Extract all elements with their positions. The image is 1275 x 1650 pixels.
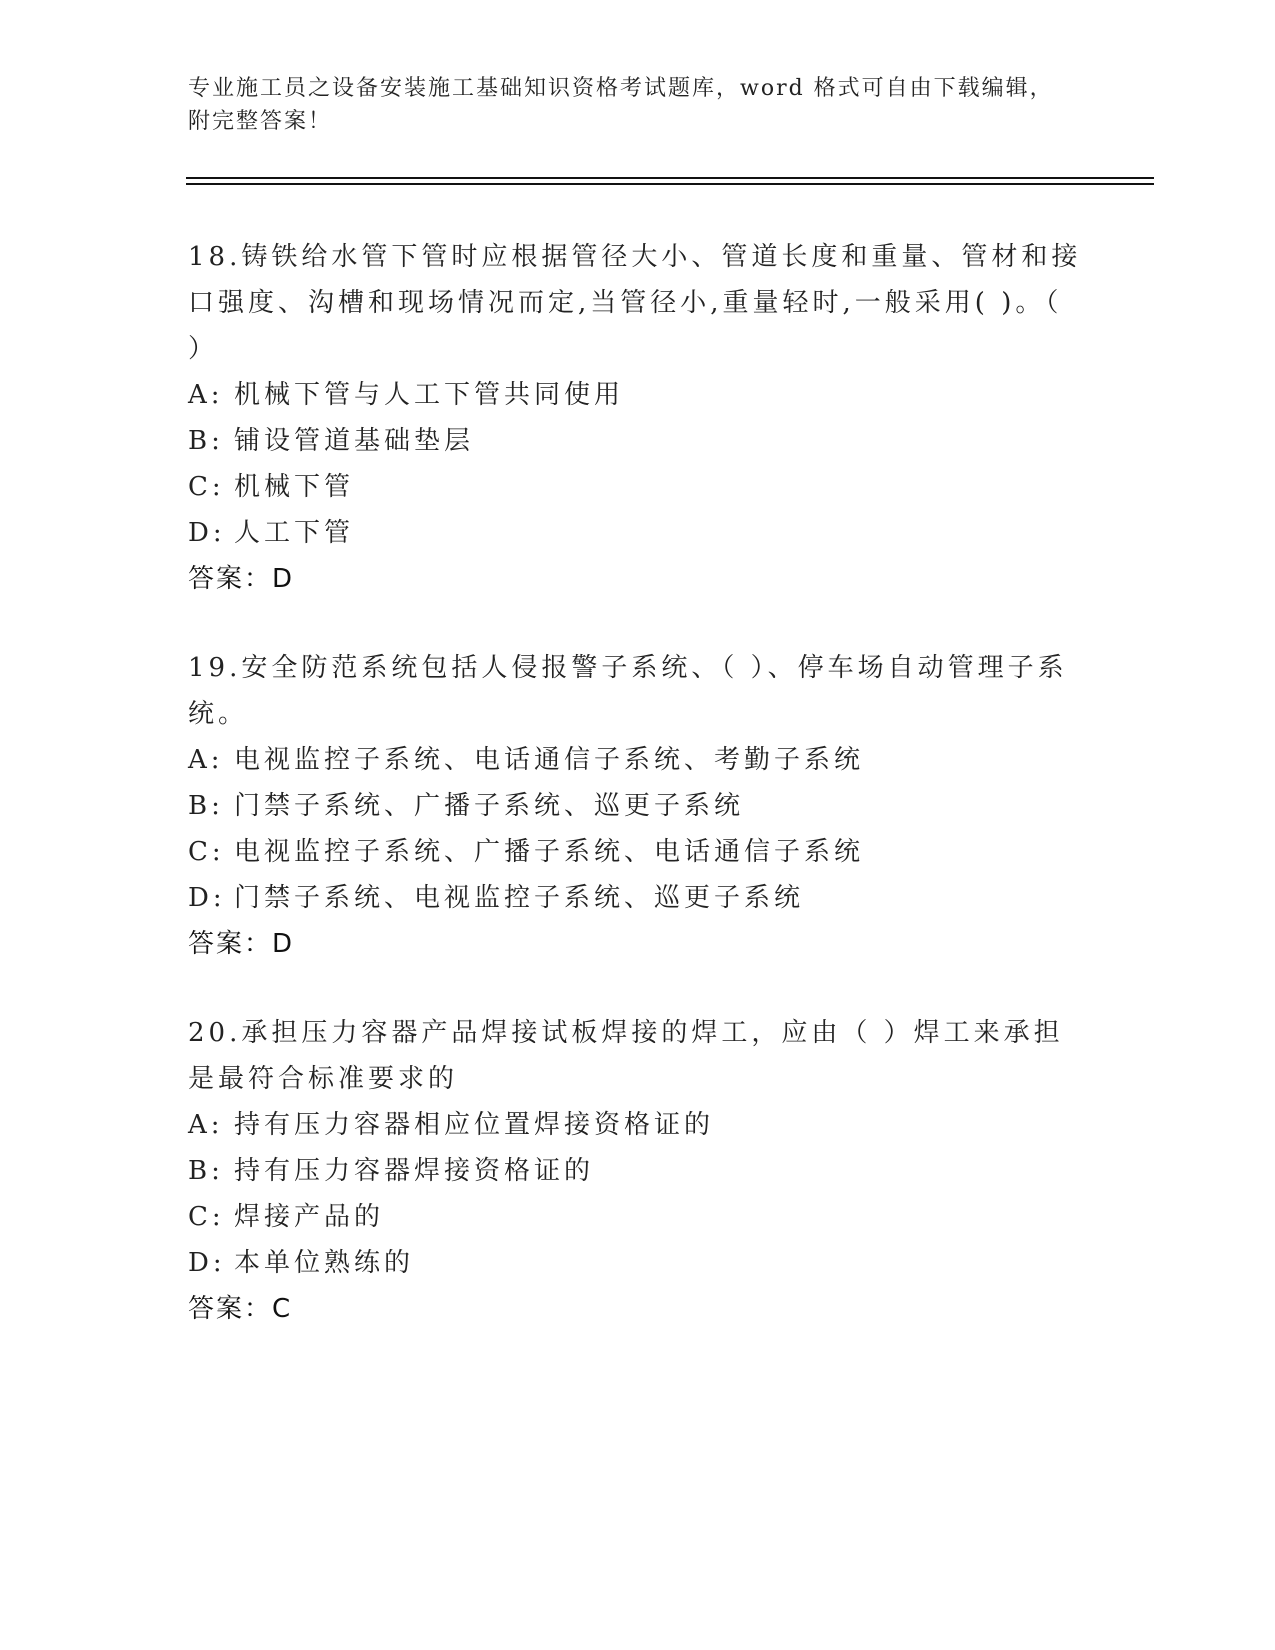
option-text: 门禁子系统、广播子系统、巡更子系统	[234, 791, 745, 821]
option-a	[188, 737, 1088, 783]
question-18	[188, 234, 1088, 602]
option-letter: D:	[188, 1248, 226, 1278]
option-letter: A:	[188, 380, 224, 410]
answer-line: 答案：C	[188, 1294, 293, 1324]
header-line-1: 专业施工员之设备安装施工基础知识资格考试题库，word 格式可自由下载编辑，	[188, 76, 1054, 101]
option-letter: A:	[188, 1110, 224, 1140]
option-c	[188, 464, 1088, 510]
option-text: 电视监控子系统、电话通信子系统、考勤子系统	[234, 745, 865, 775]
option-letter: C:	[188, 472, 225, 502]
option-text: 持有压力容器相应位置焊接资格证的	[234, 1110, 715, 1140]
document-header	[188, 72, 1088, 138]
option-text: 持有压力容器焊接资格证的	[234, 1156, 595, 1186]
option-letter: D:	[188, 518, 226, 548]
option-text: 电视监控子系统、广播子系统、电话通信子系统	[234, 837, 865, 867]
option-d	[188, 510, 1088, 556]
option-a	[188, 1102, 1088, 1148]
option-text: 机械下管与人工下管共同使用	[234, 380, 625, 410]
option-d	[188, 1240, 1088, 1286]
option-b	[188, 1148, 1088, 1194]
option-letter: B:	[188, 426, 224, 456]
option-text: 机械下管	[234, 472, 355, 502]
question-19	[188, 645, 1088, 967]
option-c	[188, 829, 1088, 875]
option-b	[188, 418, 1088, 464]
option-letter: A:	[188, 745, 224, 775]
question-20	[188, 1010, 1088, 1332]
header-divider-top	[186, 177, 1154, 179]
option-text: 本单位熟练的	[234, 1248, 415, 1278]
option-letter: C:	[188, 1202, 225, 1232]
option-letter: C:	[188, 837, 225, 867]
question-stem: 19.安全防范系统包括人侵报警子系统、（ ）、停车场自动管理子系统。	[188, 653, 1068, 729]
option-text: 铺设管道基础垫层	[234, 426, 475, 456]
header-divider-bottom	[186, 183, 1154, 185]
option-c	[188, 1194, 1088, 1240]
option-letter: B:	[188, 1156, 224, 1186]
option-letter: D:	[188, 883, 226, 913]
question-stem: 18.铸铁给水管下管时应根据管径大小、管道长度和重量、管材和接口强度、沟槽和现场情况而定,当管径小,重量轻时,一般采用( )。（ ）	[188, 242, 1082, 364]
option-a	[188, 372, 1088, 418]
option-text: 门禁子系统、电视监控子系统、巡更子系统	[234, 883, 805, 913]
answer-line: 答案：D	[188, 564, 295, 594]
option-text: 人工下管	[234, 518, 355, 548]
option-b	[188, 783, 1088, 829]
header-line-2: 附完整答案！	[188, 109, 333, 134]
question-stem: 20.承担压力容器产品焊接试板焊接的焊工，应由（ ）焊工来承担是最符合标准要求的	[188, 1018, 1064, 1094]
option-text: 焊接产品的	[234, 1202, 385, 1232]
answer-line: 答案：D	[188, 929, 295, 959]
option-letter: B:	[188, 791, 224, 821]
option-d	[188, 875, 1088, 921]
